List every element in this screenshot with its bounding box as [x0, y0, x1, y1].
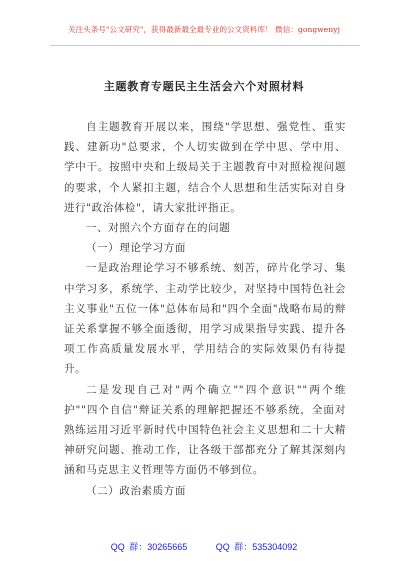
header-banner: 关注头条号"公文研究"，获得最新最全最专业的公文资料库！ 微信：gongwenyj	[67, 25, 341, 34]
intro-paragraph: 自主题教育开展以来，围绕"学思想、强党性、重实践、建新功"总要求，个人切实做到在学中思、学中用、学中干。按照中央和上级局关于主题教育中对照检视问题的要求，个人紧扣主题，结合个人思想和生活实际对自身进行"政治体检"，请大家批评指正。	[64, 121, 346, 214]
subsection-heading-theory: （一）理论学习方面	[86, 242, 186, 255]
subsection-heading-political: （二）政治素质方面	[86, 484, 186, 497]
section-heading-1: 一、对照六个方面存在的问题	[86, 222, 231, 235]
qq-group-1: QQ 群：30265665	[110, 542, 188, 552]
qq-group-2: QQ 群：535304092	[215, 542, 298, 552]
header-divider	[50, 45, 360, 46]
document-title: 主题教育专题民主生活会六个对照材料	[103, 80, 305, 93]
paragraph-theory-2: 二是发现自己对"两个确立""四个意识""两个维护""四个自信"辩证关系的理解把握还不够系统，全面对熟练运用习近平新时代中国特色社会主义思想和二十大精神研究问题、推动工作，让各级干部都充分了解其深刻内涵和马克思主义哲理等方面仍不够到位。	[64, 383, 346, 477]
document-body	[64, 117, 346, 501]
footer-contact	[0, 540, 408, 553]
paragraph-theory-1: 一是政治理论学习不够系统、刻苦，碎片化学习、集中学习多，系统学、主动学比较少，对坚持中国特色社会主义事业"五位一体"总体布局和"四个全面"战略布局的辩证关系掌握不够全面透彻，用学习成果指导实践、提升各项工作高质量发展水平，学用结合的实际效果仍有待提升。	[64, 262, 346, 376]
